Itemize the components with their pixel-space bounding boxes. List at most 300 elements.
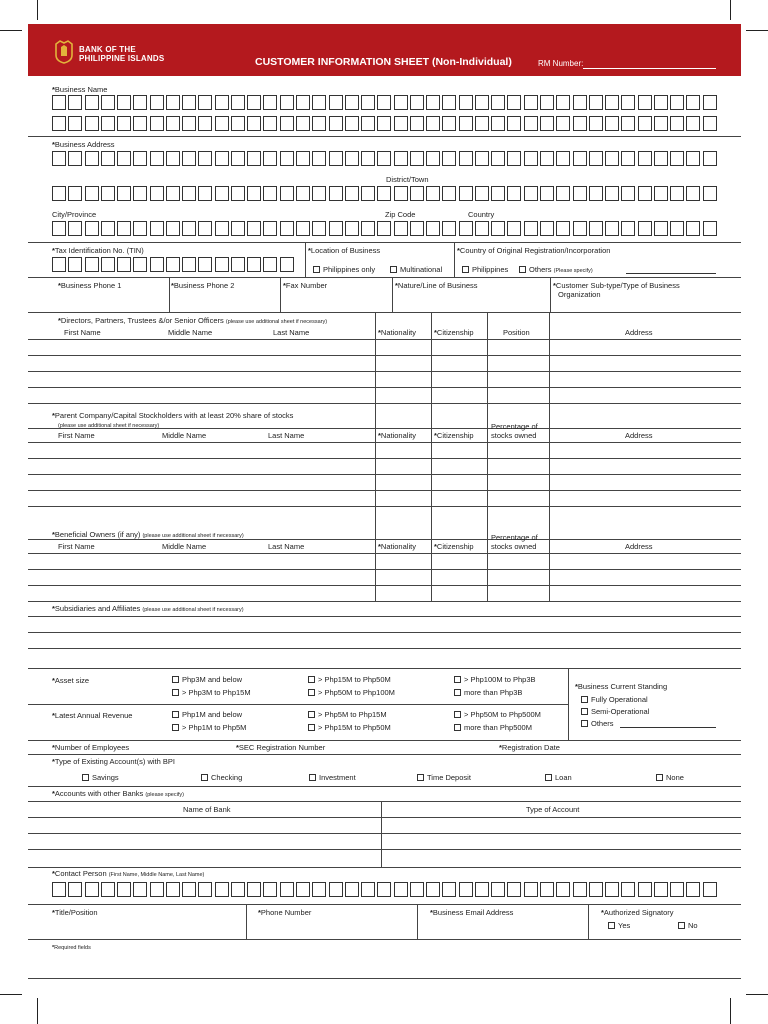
char-box[interactable] xyxy=(101,882,115,897)
checkbox-icon[interactable] xyxy=(656,774,663,781)
char-box[interactable] xyxy=(394,116,408,131)
table-row[interactable] xyxy=(28,585,741,586)
business-name-boxes-row2[interactable] xyxy=(52,116,719,131)
char-box[interactable] xyxy=(361,95,375,110)
char-box[interactable] xyxy=(133,186,147,201)
table-row[interactable] xyxy=(28,553,741,554)
char-box[interactable] xyxy=(507,882,521,897)
revenue-option[interactable]: > Php1M to Php5M xyxy=(172,723,246,732)
account-type-option[interactable]: Investment xyxy=(309,773,356,782)
char-box[interactable] xyxy=(654,221,668,236)
char-box[interactable] xyxy=(101,257,115,272)
char-box[interactable] xyxy=(686,95,700,110)
char-box[interactable] xyxy=(68,257,82,272)
char-box[interactable] xyxy=(247,116,261,131)
char-box[interactable] xyxy=(621,221,635,236)
table-row[interactable] xyxy=(28,355,741,356)
standing-others-field[interactable] xyxy=(620,727,716,728)
revenue-option[interactable]: > Php50M to Php500M xyxy=(454,710,541,719)
char-box[interactable] xyxy=(150,186,164,201)
char-box[interactable] xyxy=(410,116,424,131)
char-box[interactable] xyxy=(117,95,131,110)
char-box[interactable] xyxy=(345,221,359,236)
char-box[interactable] xyxy=(215,116,229,131)
revenue-option[interactable]: > Php15M to Php50M xyxy=(308,723,391,732)
char-box[interactable] xyxy=(247,882,261,897)
char-box[interactable] xyxy=(312,882,326,897)
char-box[interactable] xyxy=(133,882,147,897)
checkbox-icon[interactable] xyxy=(545,774,552,781)
table-row[interactable] xyxy=(28,474,741,475)
table-row[interactable] xyxy=(28,403,741,404)
char-box[interactable] xyxy=(68,116,82,131)
checkbox-icon[interactable] xyxy=(678,922,685,929)
char-box[interactable] xyxy=(426,95,440,110)
char-box[interactable] xyxy=(524,116,538,131)
char-box[interactable] xyxy=(150,151,164,166)
standing-option[interactable]: Others xyxy=(581,719,614,728)
char-box[interactable] xyxy=(263,186,277,201)
char-box[interactable] xyxy=(394,151,408,166)
table-row[interactable] xyxy=(28,371,741,372)
char-box[interactable] xyxy=(247,95,261,110)
char-box[interactable] xyxy=(507,221,521,236)
char-box[interactable] xyxy=(101,95,115,110)
char-box[interactable] xyxy=(703,882,717,897)
char-box[interactable] xyxy=(670,186,684,201)
char-box[interactable] xyxy=(312,116,326,131)
char-box[interactable] xyxy=(589,882,603,897)
char-box[interactable] xyxy=(68,221,82,236)
account-type-option[interactable]: Loan xyxy=(545,773,572,782)
char-box[interactable] xyxy=(540,186,554,201)
location-option-philippines[interactable]: Philippines only xyxy=(313,265,375,274)
char-box[interactable] xyxy=(231,221,245,236)
tin-boxes[interactable] xyxy=(52,257,296,272)
checkbox-icon[interactable] xyxy=(82,774,89,781)
checkbox-icon[interactable] xyxy=(454,711,461,718)
char-box[interactable] xyxy=(198,151,212,166)
char-box[interactable] xyxy=(573,186,587,201)
table-row[interactable] xyxy=(28,442,741,443)
char-box[interactable] xyxy=(573,882,587,897)
char-box[interactable] xyxy=(491,186,505,201)
char-box[interactable] xyxy=(52,882,66,897)
char-box[interactable] xyxy=(231,95,245,110)
char-box[interactable] xyxy=(507,186,521,201)
char-box[interactable] xyxy=(312,186,326,201)
checkbox-icon[interactable] xyxy=(608,922,615,929)
char-box[interactable] xyxy=(703,116,717,131)
char-box[interactable] xyxy=(410,221,424,236)
char-box[interactable] xyxy=(686,116,700,131)
asset-option[interactable]: > Php50M to Php100M xyxy=(308,688,395,697)
char-box[interactable] xyxy=(231,186,245,201)
char-box[interactable] xyxy=(215,257,229,272)
char-box[interactable] xyxy=(182,221,196,236)
char-box[interactable] xyxy=(85,186,99,201)
char-box[interactable] xyxy=(85,882,99,897)
business-name-boxes-row1[interactable] xyxy=(52,95,719,110)
account-type-option[interactable]: Savings xyxy=(82,773,119,782)
char-box[interactable] xyxy=(117,186,131,201)
revenue-option[interactable]: > Php5M to Php15M xyxy=(308,710,387,719)
char-box[interactable] xyxy=(247,257,261,272)
char-box[interactable] xyxy=(507,151,521,166)
char-box[interactable] xyxy=(361,116,375,131)
char-box[interactable] xyxy=(361,151,375,166)
char-box[interactable] xyxy=(182,186,196,201)
char-box[interactable] xyxy=(426,186,440,201)
char-box[interactable] xyxy=(85,151,99,166)
char-box[interactable] xyxy=(312,151,326,166)
char-box[interactable] xyxy=(589,95,603,110)
asset-option[interactable]: Php3M and below xyxy=(172,675,242,684)
char-box[interactable] xyxy=(263,151,277,166)
char-box[interactable] xyxy=(101,221,115,236)
checkbox-icon[interactable] xyxy=(519,266,526,273)
table-row[interactable] xyxy=(28,339,741,340)
char-box[interactable] xyxy=(117,882,131,897)
checkbox-icon[interactable] xyxy=(390,266,397,273)
business-address-boxes-row1[interactable] xyxy=(52,151,719,166)
char-box[interactable] xyxy=(231,882,245,897)
char-box[interactable] xyxy=(475,116,489,131)
char-box[interactable] xyxy=(345,95,359,110)
char-box[interactable] xyxy=(377,151,391,166)
char-box[interactable] xyxy=(280,257,294,272)
char-box[interactable] xyxy=(589,116,603,131)
char-box[interactable] xyxy=(686,882,700,897)
char-box[interactable] xyxy=(312,221,326,236)
char-box[interactable] xyxy=(133,151,147,166)
char-box[interactable] xyxy=(556,882,570,897)
char-box[interactable] xyxy=(556,116,570,131)
char-box[interactable] xyxy=(556,186,570,201)
char-box[interactable] xyxy=(686,151,700,166)
char-box[interactable] xyxy=(491,151,505,166)
checkbox-icon[interactable] xyxy=(201,774,208,781)
checkbox-icon[interactable] xyxy=(308,689,315,696)
char-box[interactable] xyxy=(524,221,538,236)
char-box[interactable] xyxy=(182,151,196,166)
char-box[interactable] xyxy=(540,116,554,131)
char-box[interactable] xyxy=(198,95,212,110)
char-box[interactable] xyxy=(101,186,115,201)
char-box[interactable] xyxy=(638,882,652,897)
char-box[interactable] xyxy=(589,186,603,201)
table-row[interactable] xyxy=(28,833,741,834)
char-box[interactable] xyxy=(198,186,212,201)
char-box[interactable] xyxy=(394,882,408,897)
char-box[interactable] xyxy=(329,221,343,236)
char-box[interactable] xyxy=(296,151,310,166)
char-box[interactable] xyxy=(198,221,212,236)
char-box[interactable] xyxy=(459,221,473,236)
char-box[interactable] xyxy=(507,116,521,131)
char-box[interactable] xyxy=(621,95,635,110)
char-box[interactable] xyxy=(654,151,668,166)
char-box[interactable] xyxy=(361,186,375,201)
char-box[interactable] xyxy=(231,116,245,131)
char-box[interactable] xyxy=(605,882,619,897)
checkbox-icon[interactable] xyxy=(308,676,315,683)
char-box[interactable] xyxy=(52,95,66,110)
char-box[interactable] xyxy=(280,151,294,166)
char-box[interactable] xyxy=(150,221,164,236)
char-box[interactable] xyxy=(166,882,180,897)
char-box[interactable] xyxy=(654,95,668,110)
checkbox-icon[interactable] xyxy=(417,774,424,781)
char-box[interactable] xyxy=(573,221,587,236)
char-box[interactable] xyxy=(247,221,261,236)
others-specify-field[interactable] xyxy=(626,273,716,274)
char-box[interactable] xyxy=(621,116,635,131)
char-box[interactable] xyxy=(377,116,391,131)
char-box[interactable] xyxy=(654,116,668,131)
char-box[interactable] xyxy=(101,116,115,131)
char-box[interactable] xyxy=(247,151,261,166)
char-box[interactable] xyxy=(215,221,229,236)
char-box[interactable] xyxy=(442,116,456,131)
checkbox-icon[interactable] xyxy=(172,711,179,718)
char-box[interactable] xyxy=(556,221,570,236)
char-box[interactable] xyxy=(394,95,408,110)
char-box[interactable] xyxy=(133,257,147,272)
char-box[interactable] xyxy=(491,116,505,131)
char-box[interactable] xyxy=(686,186,700,201)
char-box[interactable] xyxy=(540,882,554,897)
char-box[interactable] xyxy=(198,882,212,897)
char-box[interactable] xyxy=(182,95,196,110)
char-box[interactable] xyxy=(215,151,229,166)
char-box[interactable] xyxy=(117,116,131,131)
char-box[interactable] xyxy=(410,882,424,897)
char-box[interactable] xyxy=(654,882,668,897)
char-box[interactable] xyxy=(280,186,294,201)
checkbox-icon[interactable] xyxy=(462,266,469,273)
char-box[interactable] xyxy=(296,116,310,131)
asset-option[interactable]: > Php15M to Php50M xyxy=(308,675,391,684)
standing-option[interactable]: Semi-Operational xyxy=(581,707,649,716)
char-box[interactable] xyxy=(231,151,245,166)
char-box[interactable] xyxy=(133,221,147,236)
char-box[interactable] xyxy=(345,116,359,131)
char-box[interactable] xyxy=(589,151,603,166)
char-box[interactable] xyxy=(329,882,343,897)
char-box[interactable] xyxy=(263,95,277,110)
char-box[interactable] xyxy=(280,95,294,110)
table-row[interactable] xyxy=(28,569,741,570)
char-box[interactable] xyxy=(442,221,456,236)
char-box[interactable] xyxy=(442,882,456,897)
char-box[interactable] xyxy=(117,221,131,236)
char-box[interactable] xyxy=(670,116,684,131)
asset-option[interactable]: > Php3M to Php15M xyxy=(172,688,251,697)
country-option-philippines[interactable]: Philippines xyxy=(462,265,508,274)
account-type-option[interactable]: None xyxy=(656,773,684,782)
account-type-option[interactable]: Time Deposit xyxy=(417,773,471,782)
table-row[interactable] xyxy=(28,458,741,459)
char-box[interactable] xyxy=(263,116,277,131)
char-box[interactable] xyxy=(703,221,717,236)
char-box[interactable] xyxy=(263,221,277,236)
char-box[interactable] xyxy=(605,151,619,166)
checkbox-icon[interactable] xyxy=(581,696,588,703)
char-box[interactable] xyxy=(345,186,359,201)
char-box[interactable] xyxy=(68,95,82,110)
checkbox-icon[interactable] xyxy=(313,266,320,273)
checkbox-icon[interactable] xyxy=(454,676,461,683)
char-box[interactable] xyxy=(85,257,99,272)
table-row[interactable] xyxy=(28,648,741,649)
char-box[interactable] xyxy=(426,221,440,236)
standing-option[interactable]: Fully Operational xyxy=(581,695,648,704)
checkbox-icon[interactable] xyxy=(581,708,588,715)
checkbox-icon[interactable] xyxy=(172,724,179,731)
char-box[interactable] xyxy=(166,257,180,272)
char-box[interactable] xyxy=(85,116,99,131)
char-box[interactable] xyxy=(491,95,505,110)
checkbox-icon[interactable] xyxy=(308,711,315,718)
char-box[interactable] xyxy=(312,95,326,110)
char-box[interactable] xyxy=(182,116,196,131)
char-box[interactable] xyxy=(296,95,310,110)
char-box[interactable] xyxy=(182,882,196,897)
char-box[interactable] xyxy=(166,221,180,236)
char-box[interactable] xyxy=(52,257,66,272)
char-box[interactable] xyxy=(215,882,229,897)
char-box[interactable] xyxy=(280,116,294,131)
char-box[interactable] xyxy=(540,95,554,110)
char-box[interactable] xyxy=(117,257,131,272)
char-box[interactable] xyxy=(605,221,619,236)
char-box[interactable] xyxy=(686,221,700,236)
char-box[interactable] xyxy=(507,95,521,110)
checkbox-icon[interactable] xyxy=(172,676,179,683)
char-box[interactable] xyxy=(621,151,635,166)
char-box[interactable] xyxy=(247,186,261,201)
char-box[interactable] xyxy=(68,151,82,166)
char-box[interactable] xyxy=(361,882,375,897)
table-row[interactable] xyxy=(28,490,741,491)
char-box[interactable] xyxy=(670,151,684,166)
char-box[interactable] xyxy=(198,116,212,131)
char-box[interactable] xyxy=(52,186,66,201)
char-box[interactable] xyxy=(377,95,391,110)
contact-person-boxes[interactable] xyxy=(52,882,719,897)
char-box[interactable] xyxy=(524,151,538,166)
checkbox-icon[interactable] xyxy=(309,774,316,781)
char-box[interactable] xyxy=(442,151,456,166)
char-box[interactable] xyxy=(670,95,684,110)
district-boxes[interactable] xyxy=(52,186,719,201)
char-box[interactable] xyxy=(605,95,619,110)
char-box[interactable] xyxy=(475,221,489,236)
char-box[interactable] xyxy=(280,221,294,236)
checkbox-icon[interactable] xyxy=(454,724,461,731)
signatory-no[interactable]: No xyxy=(678,921,698,930)
char-box[interactable] xyxy=(703,95,717,110)
char-box[interactable] xyxy=(329,151,343,166)
char-box[interactable] xyxy=(638,95,652,110)
char-box[interactable] xyxy=(329,186,343,201)
table-row[interactable] xyxy=(28,616,741,617)
account-type-option[interactable]: Checking xyxy=(201,773,242,782)
revenue-option[interactable]: more than Php500M xyxy=(454,723,532,732)
char-box[interactable] xyxy=(540,151,554,166)
char-box[interactable] xyxy=(215,95,229,110)
char-box[interactable] xyxy=(182,257,196,272)
char-box[interactable] xyxy=(150,882,164,897)
char-box[interactable] xyxy=(475,186,489,201)
char-box[interactable] xyxy=(426,151,440,166)
char-box[interactable] xyxy=(52,221,66,236)
checkbox-icon[interactable] xyxy=(581,720,588,727)
table-row[interactable] xyxy=(28,817,741,818)
char-box[interactable] xyxy=(459,186,473,201)
char-box[interactable] xyxy=(491,882,505,897)
char-box[interactable] xyxy=(573,116,587,131)
char-box[interactable] xyxy=(150,116,164,131)
char-box[interactable] xyxy=(475,151,489,166)
char-box[interactable] xyxy=(85,221,99,236)
asset-option[interactable]: more than Php3B xyxy=(454,688,522,697)
table-row[interactable] xyxy=(28,849,741,850)
location-option-multinational[interactable]: Multinational xyxy=(390,265,442,274)
char-box[interactable] xyxy=(703,186,717,201)
char-box[interactable] xyxy=(394,221,408,236)
char-box[interactable] xyxy=(231,257,245,272)
char-box[interactable] xyxy=(556,151,570,166)
char-box[interactable] xyxy=(605,186,619,201)
char-box[interactable] xyxy=(524,95,538,110)
char-box[interactable] xyxy=(459,95,473,110)
table-row[interactable] xyxy=(28,506,741,507)
char-box[interactable] xyxy=(540,221,554,236)
char-box[interactable] xyxy=(329,116,343,131)
rm-number-field[interactable] xyxy=(583,68,716,69)
char-box[interactable] xyxy=(215,186,229,201)
char-box[interactable] xyxy=(166,186,180,201)
char-box[interactable] xyxy=(394,186,408,201)
char-box[interactable] xyxy=(280,882,294,897)
char-box[interactable] xyxy=(52,151,66,166)
country-option-others[interactable]: Others (Please specify) xyxy=(519,265,593,274)
asset-option[interactable]: > Php100M to Php3B xyxy=(454,675,536,684)
char-box[interactable] xyxy=(621,882,635,897)
char-box[interactable] xyxy=(638,151,652,166)
char-box[interactable] xyxy=(638,116,652,131)
char-box[interactable] xyxy=(442,186,456,201)
city-zip-country-boxes[interactable] xyxy=(52,221,719,236)
char-box[interactable] xyxy=(150,95,164,110)
char-box[interactable] xyxy=(426,882,440,897)
char-box[interactable] xyxy=(459,151,473,166)
char-box[interactable] xyxy=(361,221,375,236)
char-box[interactable] xyxy=(573,151,587,166)
revenue-option[interactable]: Php1M and below xyxy=(172,710,242,719)
char-box[interactable] xyxy=(166,151,180,166)
checkbox-icon[interactable] xyxy=(172,689,179,696)
char-box[interactable] xyxy=(166,95,180,110)
char-box[interactable] xyxy=(52,116,66,131)
char-box[interactable] xyxy=(410,151,424,166)
char-box[interactable] xyxy=(475,95,489,110)
char-box[interactable] xyxy=(638,186,652,201)
char-box[interactable] xyxy=(101,151,115,166)
char-box[interactable] xyxy=(68,882,82,897)
